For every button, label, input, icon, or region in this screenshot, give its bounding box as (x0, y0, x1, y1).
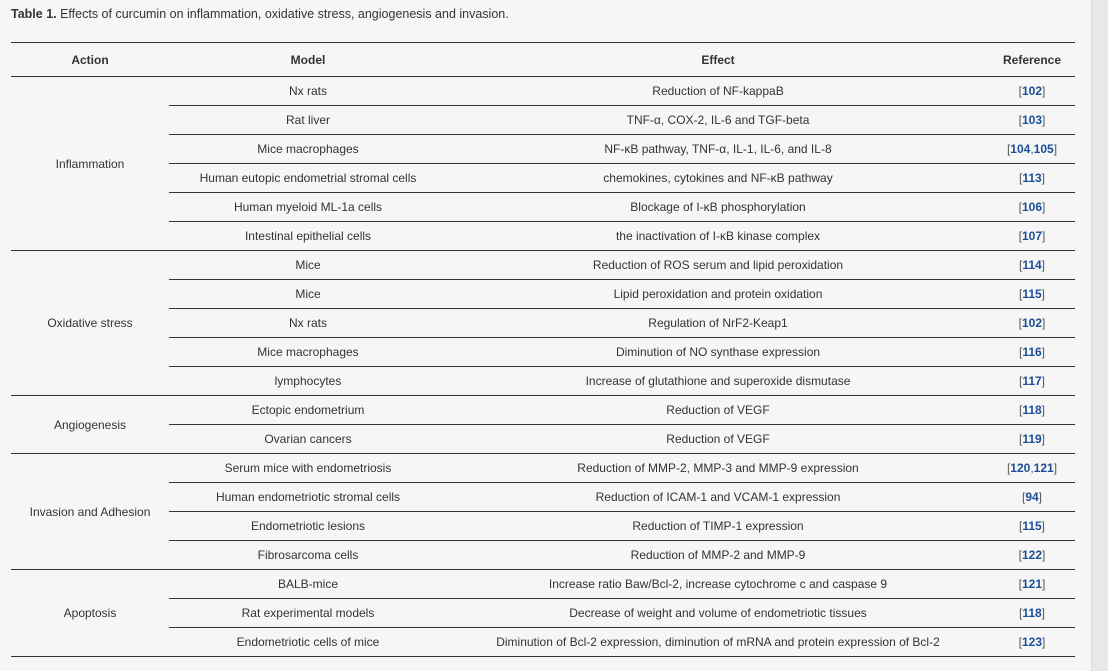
effect-cell: Decrease of weight and volume of endometriotic tissues (447, 599, 989, 628)
table-row (11, 454, 1075, 483)
reference-cell: [102] (989, 309, 1075, 338)
reference-cell: [102] (989, 77, 1075, 106)
action-cell: Oxidative stress (11, 251, 169, 396)
effect-cell: chemokines, cytokines and NF-κB pathway (447, 164, 989, 193)
reference-cell: [118] (989, 599, 1075, 628)
effect-cell: Reduction of NF-kappaB (447, 77, 989, 106)
effect-cell: the inactivation of I-κB kinase complex (447, 222, 989, 251)
table-row (11, 425, 1075, 454)
reference-cell: [114] (989, 251, 1075, 280)
table-row (11, 512, 1075, 541)
model-cell: Mice macrophages (169, 338, 447, 367)
effect-cell: Reduction of MMP-2, MMP-3 and MMP-9 expression (447, 454, 989, 483)
table-row (11, 222, 1075, 251)
reference-link[interactable]: 102 (1021, 316, 1043, 330)
reference-link[interactable]: 115 (1022, 287, 1042, 301)
reference-link[interactable]: 118 (1022, 606, 1042, 620)
model-cell: Human eutopic endometrial stromal cells (169, 164, 447, 193)
model-cell: Mice macrophages (169, 135, 447, 164)
reference-cell: [103] (989, 106, 1075, 135)
table-row (11, 251, 1075, 280)
reference-cell: [122] (989, 541, 1075, 570)
table-row (11, 106, 1075, 135)
effect-cell: Reduction of TIMP-1 expression (447, 512, 989, 541)
reference-link[interactable]: 115 (1022, 519, 1042, 533)
table-row (11, 541, 1075, 570)
effect-cell: Reduction of ICAM-1 and VCAM-1 expression (447, 483, 989, 512)
effect-cell: Diminution of NO synthase expression (447, 338, 989, 367)
header-reference: Reference (989, 43, 1075, 77)
model-cell: Rat liver (169, 106, 447, 135)
table-row (11, 628, 1075, 657)
effect-cell: Reduction of ROS serum and lipid peroxidation (447, 251, 989, 280)
header-effect: Effect (447, 43, 989, 77)
reference-cell: [115] (989, 512, 1075, 541)
reference-cell: [117] (989, 367, 1075, 396)
effect-cell: Reduction of VEGF (447, 396, 989, 425)
reference-cell: [118] (989, 396, 1075, 425)
effect-cell: Reduction of VEGF (447, 425, 989, 454)
action-cell: Angiogenesis (11, 396, 169, 454)
table-row (11, 570, 1075, 599)
reference-link[interactable]: 106 (1021, 200, 1043, 214)
reference-cell: [113] (989, 164, 1075, 193)
reference-link[interactable]: 121 (1033, 461, 1054, 475)
vertical-scrollbar[interactable] (1091, 0, 1108, 671)
reference-cell: [123] (989, 628, 1075, 657)
reference-link[interactable]: 119 (1022, 432, 1042, 446)
reference-cell: [121] (989, 570, 1075, 599)
model-cell: Human endometriotic stromal cells (169, 483, 447, 512)
effect-cell: Lipid peroxidation and protein oxidation (447, 280, 989, 309)
reference-cell: [104,105] (989, 135, 1075, 164)
effect-cell: Reduction of MMP-2 and MMP-9 (447, 541, 989, 570)
header-action: Action (11, 43, 169, 77)
reference-link[interactable]: 116 (1022, 345, 1042, 359)
reference-cell: [115] (989, 280, 1075, 309)
reference-cell: [119] (989, 425, 1075, 454)
table-row (11, 483, 1075, 512)
table-caption (11, 7, 509, 21)
table-row (11, 164, 1075, 193)
model-cell: Serum mice with endometriosis (169, 454, 447, 483)
model-cell: Rat experimental models (169, 599, 447, 628)
model-cell: Ovarian cancers (169, 425, 447, 454)
table-row (11, 280, 1075, 309)
table-row (11, 396, 1075, 425)
reference-link[interactable]: 123 (1021, 635, 1043, 649)
reference-link[interactable]: 120 (1010, 461, 1031, 475)
model-cell: Intestinal epithelial cells (169, 222, 447, 251)
reference-cell: [106] (989, 193, 1075, 222)
model-cell: Endometriotic lesions (169, 512, 447, 541)
reference-link[interactable]: 113 (1022, 171, 1042, 185)
effect-cell: Regulation of NrF2-Keap1 (447, 309, 989, 338)
reference-link[interactable]: 104 (1010, 142, 1031, 156)
action-cell: Apoptosis (11, 570, 169, 657)
reference-link[interactable]: 122 (1021, 548, 1043, 562)
effect-cell: Blockage of I-κB phosphorylation (447, 193, 989, 222)
table-row (11, 193, 1075, 222)
reference-link[interactable]: 107 (1021, 229, 1043, 243)
effect-cell: Increase ratio Baw/Bcl-2, increase cytochrome c and caspase 9 (447, 570, 989, 599)
reference-link[interactable]: 117 (1022, 374, 1042, 388)
table-row (11, 338, 1075, 367)
effect-cell: Diminution of Bcl-2 expression, diminution of mRNA and protein expression of Bcl-2 (447, 628, 989, 657)
reference-link[interactable]: 105 (1033, 142, 1054, 156)
reference-cell: [94] (989, 483, 1075, 512)
reference-cell: [116] (989, 338, 1075, 367)
effect-cell: Increase of glutathione and superoxide dismutase (447, 367, 989, 396)
reference-cell: [107] (989, 222, 1075, 251)
model-cell: Ectopic endometrium (169, 396, 447, 425)
model-cell: BALB-mice (169, 570, 447, 599)
reference-link[interactable]: 102 (1021, 84, 1043, 98)
caption-text: Effects of curcumin on inflammation, oxidative stress, angiogenesis and invasion. (56, 7, 509, 21)
model-cell: Nx rats (169, 309, 447, 338)
reference-link[interactable]: 118 (1022, 403, 1042, 417)
curcumin-effects-table (11, 42, 1075, 657)
table-row (11, 309, 1075, 338)
model-cell: lymphocytes (169, 367, 447, 396)
effect-cell: NF-κB pathway, TNF-α, IL-1, IL-6, and IL-8 (447, 135, 989, 164)
model-cell: Nx rats (169, 77, 447, 106)
reference-link[interactable]: 94 (1025, 490, 1039, 504)
table-row (11, 135, 1075, 164)
model-cell: Fibrosarcoma cells (169, 541, 447, 570)
reference-link[interactable]: 114 (1022, 258, 1042, 272)
caption-label: Table 1. (11, 7, 57, 21)
table-row (11, 367, 1075, 396)
action-cell: Invasion and Adhesion (11, 454, 169, 570)
table-row (11, 599, 1075, 628)
model-cell: Endometriotic cells of mice (169, 628, 447, 657)
reference-link[interactable]: 121 (1021, 577, 1043, 591)
header-model: Model (169, 43, 447, 77)
table-body (11, 77, 1075, 657)
model-cell: Human myeloid ML-1a cells (169, 193, 447, 222)
reference-cell: [120,121] (989, 454, 1075, 483)
model-cell: Mice (169, 280, 447, 309)
table-row (11, 77, 1075, 106)
model-cell: Mice (169, 251, 447, 280)
action-cell: Inflammation (11, 77, 169, 251)
reference-link[interactable]: 103 (1021, 113, 1043, 127)
header-row (11, 43, 1075, 77)
effect-cell: TNF-α, COX-2, IL-6 and TGF-beta (447, 106, 989, 135)
